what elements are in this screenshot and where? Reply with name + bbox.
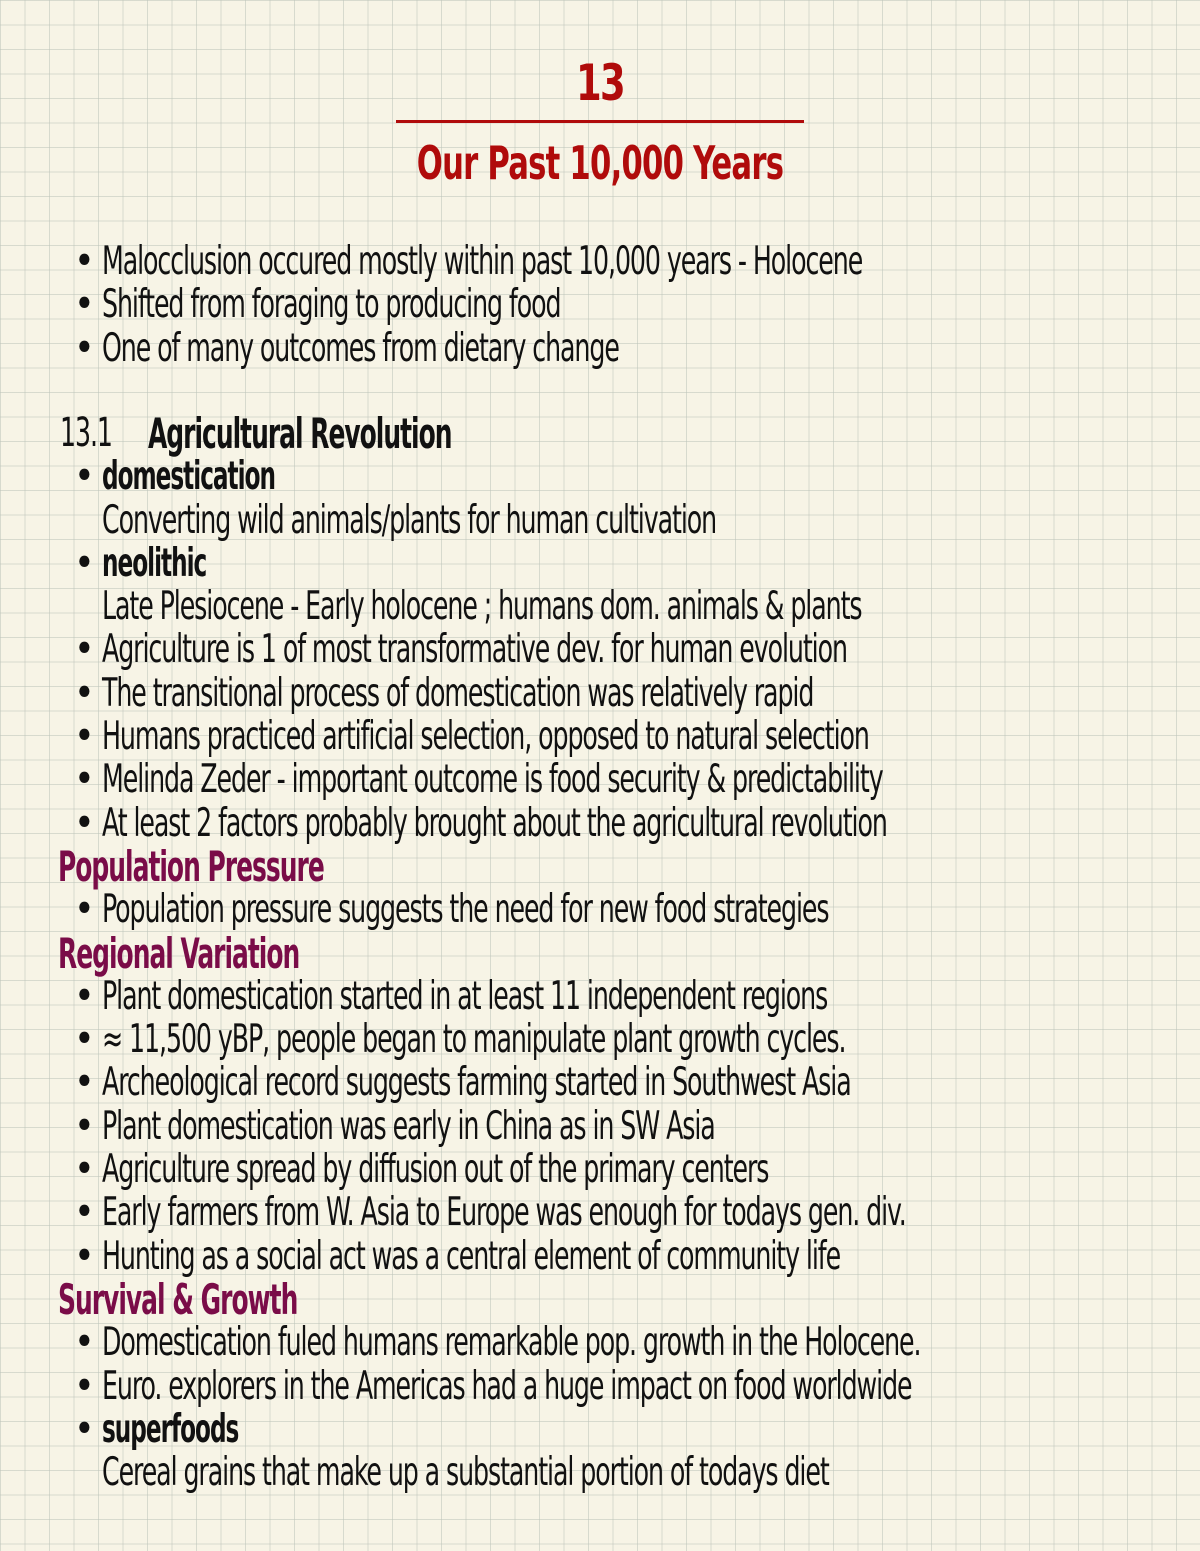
- chapter-header: [0, 52, 1200, 193]
- section-title: Agricultural Revolution: [148, 409, 452, 458]
- bullet-dot: •: [74, 1103, 94, 1149]
- bullet-dot: •: [74, 1060, 94, 1106]
- section-number: 13.1: [60, 410, 112, 456]
- bullet-text: Domestication fuled humans remarkable pop. growth in the Holocene.: [102, 1320, 921, 1366]
- bullet-text: Archeological record suggests farming started in Southwest Asia: [102, 1060, 851, 1106]
- bullet-text: Early farmers from W. Asia to Europe was enough for todays gen. div.: [102, 1190, 906, 1236]
- subheading-population-pressure: [0, 841, 1200, 891]
- bullet-text: ≈ 11,500 yBP, people began to manipulate plant growth cycles.: [102, 1017, 846, 1063]
- chapter-number: 13: [575, 54, 625, 112]
- bullet-dot: •: [74, 627, 94, 673]
- list-item: [0, 240, 1200, 283]
- bullet-dot: •: [74, 282, 94, 328]
- definition-domestication: Converting wild animals/plants for human cultivation: [102, 497, 717, 543]
- bullet-dot: •: [74, 1233, 94, 1279]
- bullet-text: Population pressure suggests the need for new food strategies: [102, 887, 829, 933]
- list-item: [0, 975, 1200, 1018]
- bullet-dot: •: [74, 714, 94, 760]
- bullet-dot: •: [74, 670, 94, 716]
- bullet-dot: •: [74, 1406, 94, 1452]
- term-neolithic: neolithic: [102, 540, 207, 586]
- section-heading: [0, 409, 1200, 458]
- bullet-text: Plant domestication started in at least 11 independent regions: [102, 973, 828, 1019]
- list-item: [0, 1191, 1200, 1234]
- list-item: [0, 715, 1200, 758]
- term-item: [0, 1408, 1200, 1451]
- list-item: [0, 1148, 1200, 1191]
- definition-line: [0, 1451, 1200, 1494]
- definition-neolithic: Late Plesiocene - Early holocene ; humans dom. animals & plants: [102, 584, 862, 630]
- list-item: [0, 628, 1200, 671]
- list-item: [0, 1018, 1200, 1061]
- bullet-text: Agriculture spread by diffusion out of the primary centers: [102, 1147, 769, 1193]
- definition-line: [0, 499, 1200, 542]
- bullet-text: Plant domestication was early in China as in SW Asia: [102, 1103, 715, 1149]
- bullet-dot: •: [74, 239, 94, 284]
- term-item: [0, 455, 1200, 498]
- bullet-text: Humans practiced artificial selection, opposed to natural selection: [102, 714, 869, 760]
- bullet-dot: •: [74, 887, 94, 933]
- bullet-text: Euro. explorers in the Americas had a huge impact on food worldwide: [102, 1363, 912, 1409]
- list-item: [0, 1235, 1200, 1278]
- list-item: [0, 283, 1200, 326]
- bullet-text: Malocclusion occured mostly within past 10,000 years - Holocene: [102, 239, 863, 284]
- bullet-dot: •: [74, 800, 94, 846]
- term-item: [0, 542, 1200, 585]
- bullet-text: Shifted from foraging to producing food: [102, 282, 561, 328]
- bullet-text: The transitional process of domestication was relatively rapid: [102, 670, 814, 716]
- subheading-text: Regional Variation: [58, 928, 300, 978]
- list-item: [0, 327, 1200, 370]
- bullet-dot: •: [74, 1363, 94, 1409]
- subheading-survival-growth: [0, 1274, 1200, 1324]
- bullet-text: Melinda Zeder - important outcome is food security & predictability: [102, 757, 883, 803]
- bullet-dot: •: [74, 325, 94, 371]
- bullet-dot: •: [74, 454, 94, 500]
- bullet-dot: •: [74, 1190, 94, 1236]
- subheading-regional-variation: [0, 928, 1200, 978]
- list-item: [0, 1365, 1200, 1408]
- bullet-dot: •: [74, 540, 94, 586]
- term-superfoods: superfoods: [102, 1406, 239, 1452]
- subheading-text: Population Pressure: [58, 841, 324, 891]
- list-item: [0, 672, 1200, 715]
- bullet-text: At least 2 factors probably brought about the agricultural revolution: [102, 800, 887, 846]
- bullet-text: Hunting as a social act was a central element of community life: [102, 1233, 841, 1279]
- definition-line: [0, 585, 1200, 628]
- section-agricultural-revolution: [0, 409, 1200, 1496]
- list-item: [0, 802, 1200, 845]
- subheading-text: Survival & Growth: [58, 1274, 298, 1324]
- list-item: [0, 1105, 1200, 1148]
- term-domestication: domestication: [102, 454, 276, 500]
- bullet-dot: •: [74, 757, 94, 803]
- bullet-text: One of many outcomes from dietary change: [102, 325, 619, 371]
- bullet-text: Agriculture is 1 of most transformative dev. for human evolution: [102, 627, 847, 673]
- list-item: [0, 888, 1200, 931]
- list-item: [0, 1321, 1200, 1364]
- intro-bullet-list: [0, 240, 1200, 370]
- bullet-dot: •: [74, 1147, 94, 1193]
- definition-superfoods: Cereal grains that make up a substantial portion of todays diet: [102, 1450, 829, 1496]
- bullet-dot: •: [74, 1017, 94, 1063]
- bullet-dot: •: [74, 1320, 94, 1366]
- list-item: [0, 1061, 1200, 1104]
- bullet-dot: •: [74, 973, 94, 1019]
- list-item: [0, 758, 1200, 801]
- chapter-title: Our Past 10,000 Years: [416, 136, 784, 190]
- title-divider: [396, 120, 804, 123]
